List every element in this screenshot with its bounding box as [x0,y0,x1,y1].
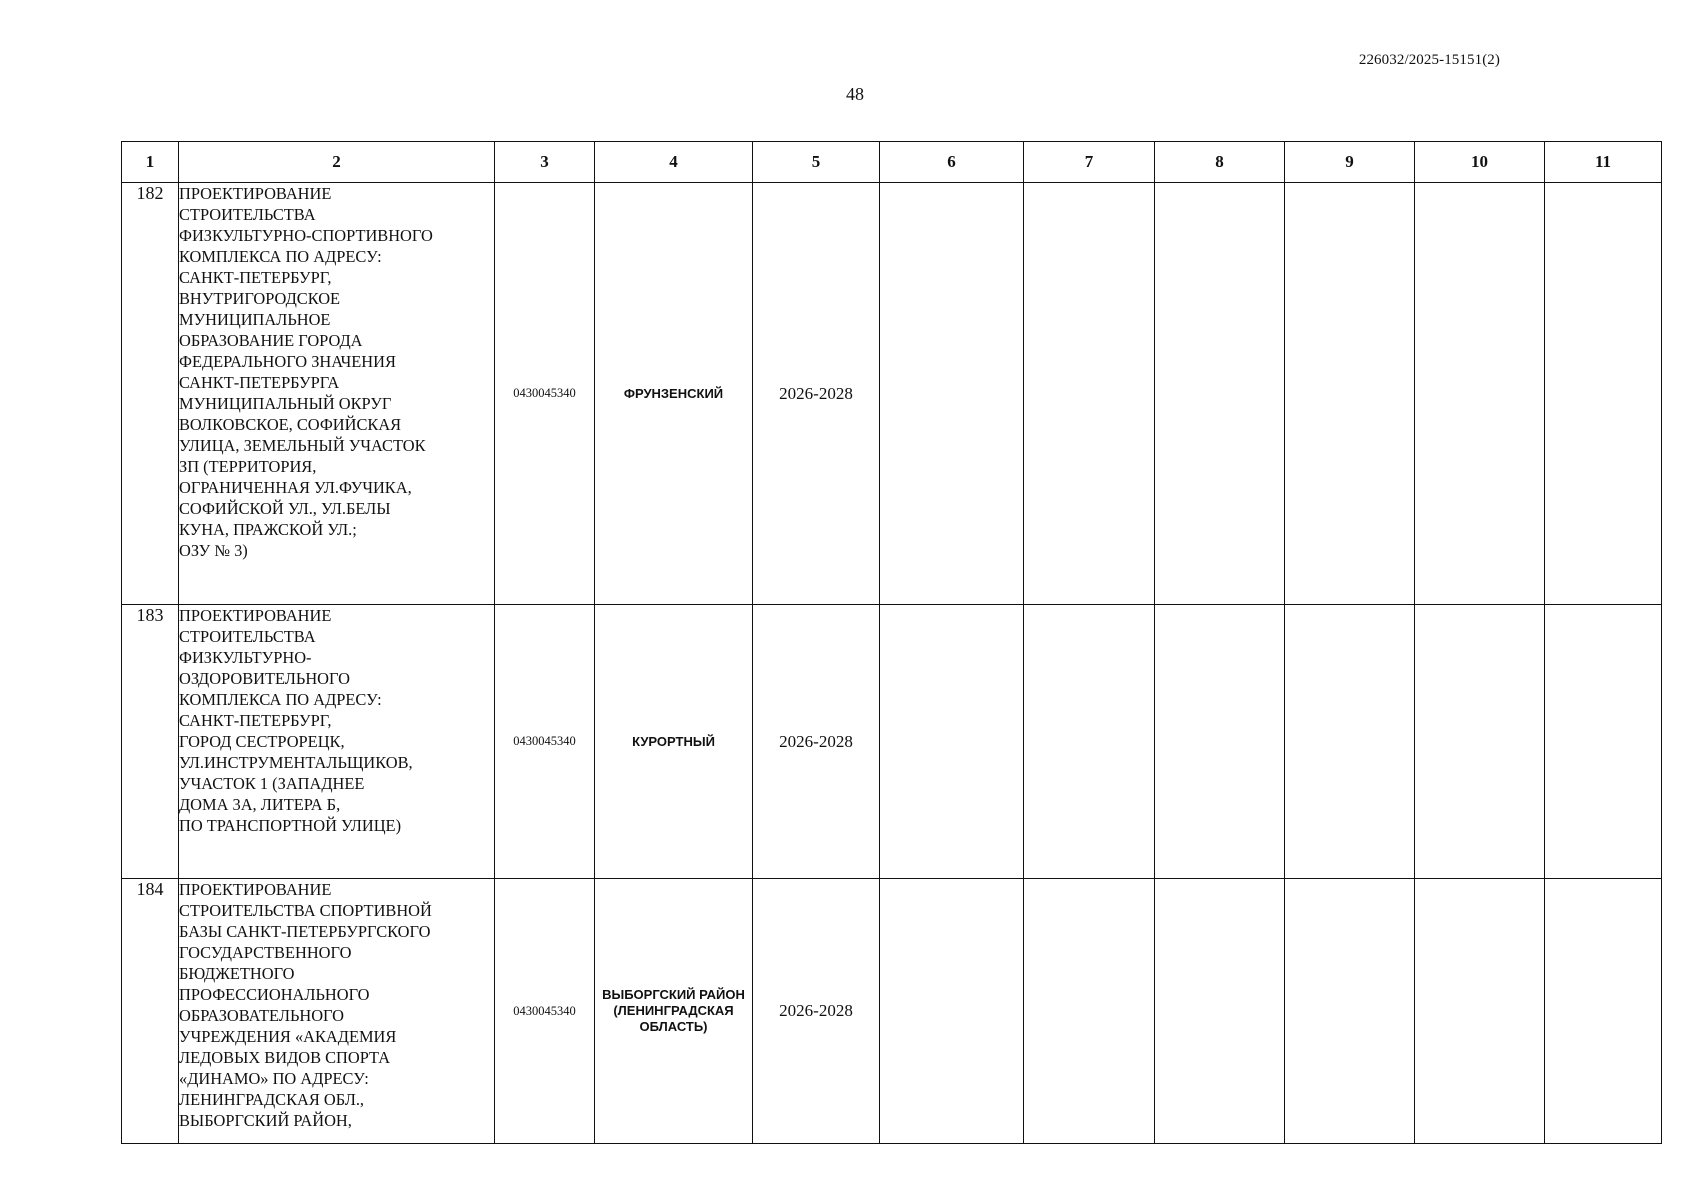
object-code: 0430045340 [495,605,595,879]
document-number: 226032/2025-15151(2) [1358,52,1500,68]
table-body [122,183,1662,1144]
period: 2026-2028 [753,183,880,605]
district: ФРУНЗЕНСКИЙ [595,183,753,605]
cell-col-9 [1285,605,1415,879]
cell-col-10 [1415,879,1545,1144]
row-number: 184 [122,879,179,1144]
cell-col-8 [1155,605,1285,879]
column-header-9: 9 [1285,142,1415,183]
cell-col-8 [1155,879,1285,1144]
row-number: 182 [122,183,179,605]
column-header-10: 10 [1415,142,1545,183]
column-header-1: 1 [122,142,179,183]
cell-col-11 [1545,879,1662,1144]
cell-col-6 [880,879,1024,1144]
column-header-7: 7 [1024,142,1155,183]
cell-col-11 [1545,605,1662,879]
period: 2026-2028 [753,605,880,879]
district: ВЫБОРГСКИЙ РАЙОН (ЛЕНИНГРАДСКАЯ ОБЛАСТЬ) [595,879,753,1144]
table-row [122,183,1662,605]
cell-col-9 [1285,879,1415,1144]
cell-col-7 [1024,605,1155,879]
cell-col-8 [1155,183,1285,605]
row-number: 183 [122,605,179,879]
cell-col-6 [880,605,1024,879]
cell-col-10 [1415,183,1545,605]
object-name: ПРОЕКТИРОВАНИЕ СТРОИТЕЛЬСТВА ФИЗКУЛЬТУРНО-СПОРТИВНОГО КОМПЛЕКСА ПО АДРЕСУ: САНКТ-ПЕТЕРБУРГ, ВНУТРИГОРОДСКОЕ МУНИЦИПАЛЬНОЕ ОБРАЗОВАНИЕ ГОРОДА ФЕДЕРАЛЬНОГО ЗНАЧЕНИЯ САНКТ-ПЕТЕРБУРГА МУНИЦИПАЛЬНЫЙ ОКРУГ ВОЛКОВСКОЕ, СОФИЙСКАЯ УЛИЦА, ЗЕМЕЛЬНЫЙ УЧАСТОК ЗП (ТЕРРИТОРИЯ, ОГРАНИЧЕННАЯ УЛ.ФУЧИКА, СОФИЙСКОЙ УЛ., УЛ.БЕЛЫ КУНА, ПРАЖСКОЙ УЛ.; ОЗУ № 3) [179,183,495,605]
object-name: ПРОЕКТИРОВАНИЕ СТРОИТЕЛЬСТВА ФИЗКУЛЬТУРНО- ОЗДОРОВИТЕЛЬНОГО КОМПЛЕКСА ПО АДРЕСУ: САНКТ-ПЕТЕРБУРГ, ГОРОД СЕСТРОРЕЦК, УЛ.ИНСТРУМЕНТАЛЬЩИКОВ, УЧАСТОК 1 (ЗАПАДНЕЕ ДОМА 3А, ЛИТЕРА Б, ПО ТРАНСПОРТНОЙ УЛИЦЕ) [179,605,495,879]
cell-col-7 [1024,879,1155,1144]
column-header-8: 8 [1155,142,1285,183]
column-header-3: 3 [495,142,595,183]
column-header-6: 6 [880,142,1024,183]
district: КУРОРТНЫЙ [595,605,753,879]
cell-col-10 [1415,605,1545,879]
cell-col-9 [1285,183,1415,605]
register-table [121,141,1662,1144]
table-header [122,142,1662,183]
cell-col-6 [880,183,1024,605]
object-code: 0430045340 [495,879,595,1144]
column-header-2: 2 [179,142,495,183]
object-code: 0430045340 [495,183,595,605]
column-header-11: 11 [1545,142,1662,183]
page-number: 48 [846,84,864,104]
period: 2026-2028 [753,879,880,1144]
cell-col-7 [1024,183,1155,605]
column-header-5: 5 [753,142,880,183]
cell-col-11 [1545,183,1662,605]
table-row [122,879,1662,1144]
object-name: ПРОЕКТИРОВАНИЕ СТРОИТЕЛЬСТВА СПОРТИВНОЙ БАЗЫ САНКТ-ПЕТЕРБУРГСКОГО ГОСУДАРСТВЕННОГО БЮДЖЕТНОГО ПРОФЕССИОНАЛЬНОГО ОБРАЗОВАТЕЛЬНОГО УЧРЕЖДЕНИЯ «АКАДЕМИЯ ЛЕДОВЫХ ВИДОВ СПОРТА «ДИНАМО» ПО АДРЕСУ: ЛЕНИНГРАДСКАЯ ОБЛ., ВЫБОРГСКИЙ РАЙОН, [179,879,495,1144]
table-row [122,605,1662,879]
column-header-4: 4 [595,142,753,183]
header-row [122,142,1662,183]
